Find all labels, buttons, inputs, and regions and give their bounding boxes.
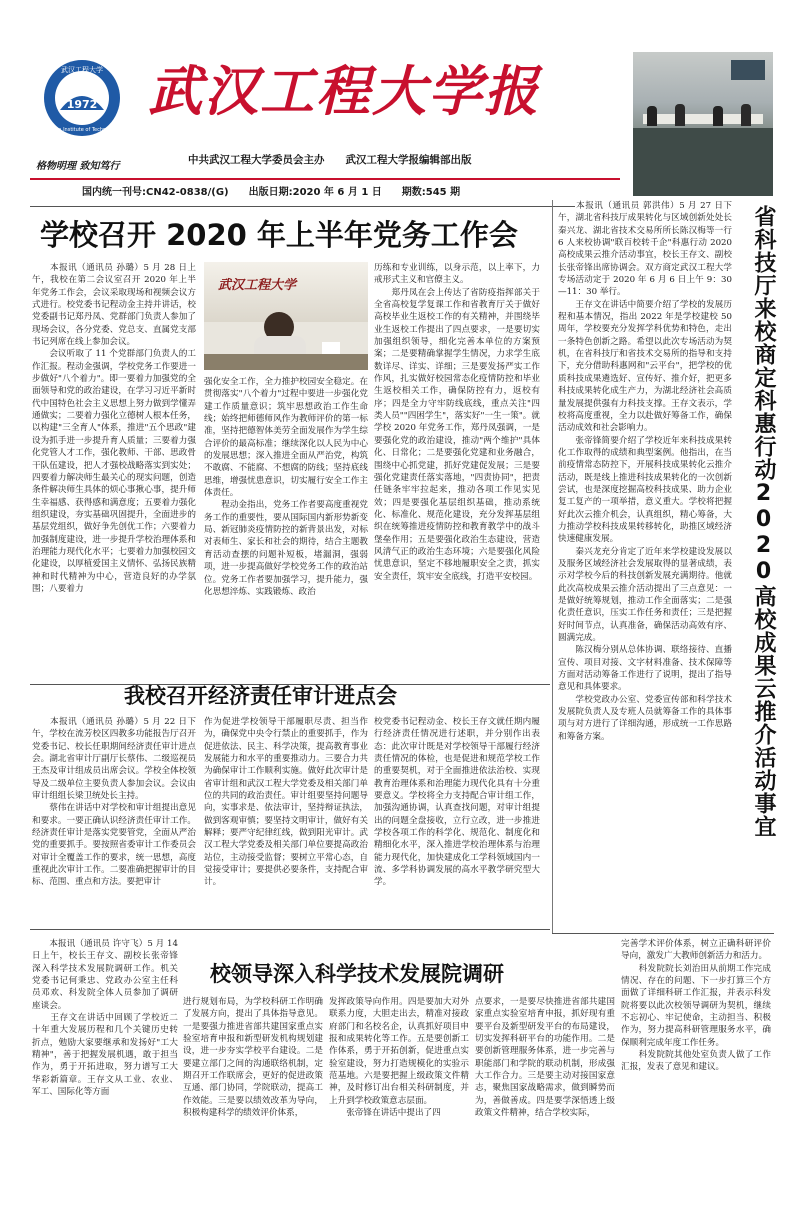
article3-col3: 发挥政策导向作用。四是要加大对外联系力度，大胆走出去，精准对接政府部门和名校名企，认真抓好项目申报和成果转化等工作。五是要创新工作体系，勇于开拓创新，促进重点实验室建设，努力打造规模化的实验示范基地。六是要把握上级政策文件精神，及时修订出台相关科研制度，并上升到学校政策意志层面。 张帝锋在讲话中提出了四 <box>329 997 469 1119</box>
masthead-divider <box>30 178 620 180</box>
article3-headline: 校领导深入科学技术发展院调研 <box>210 962 504 986</box>
sponsor-line: 中共武汉工程大学委员会主办 武汉工程大学报编辑部出版 <box>188 154 472 166</box>
meeting-room-photo <box>633 52 773 196</box>
sidebar-headline: 省科技厅来校商定科惠行动2020高校成果云推介活动事宜 <box>751 205 776 838</box>
meeting-speaker-photo: 武汉工程大学 <box>204 262 368 370</box>
sidebar-bottom-rule <box>552 933 774 934</box>
article2-col2: 作为促进学校领导干部履职尽责、担当作为，确保党中央令行禁止的重要抓手，作为促进依法、民主、科学决策，提高教育事业发展能力和水平的重要推动力。三要合力共为确保审计工作顺利实施。做好此次审计是省审计组和武汉工程大学党委及相关部门单位的共同的政治责任。审计组要坚持问题导向，实事求是、依法审计，坚持辩证执法，做到客观审慎；要坚持文明审计，做好有关解释；要严守纪律红线，做到阳光审计。武汉工程大学党委及相关部门单位要提高政治站位，主动接受监督；要树立平常心态，自觉接受审计；要提供必要条件，支持配合审计。 <box>204 717 368 888</box>
masthead-logo <box>42 58 122 138</box>
article3-col4: 点要求，一是要尽快推进省部共建国家重点实验室培育申报，抓好现有重要平台及新型研发平台的布局建设，切实发挥科研平台的功能作用。二是要创新管理服务体系，进一步完善与职能部门和学院的联动机制，形成强大工作合力。三是要主动对接国家意志，聚焦国家战略需求，做到瞬势而为，善做善成。四是要学深悟透上级政策文件精神，结合学校实际， <box>475 997 615 1119</box>
sidebar-article-text: 本报讯（通讯员 郭洪伟）5 月 27 日下午，湖北省科技厅成果转化与区域创新处处长秦兴龙、湖北省技术交易所所长陈汉梅等一行 6 人来校协调"联百校转千企"科惠行动 2020 高校成果云推介活动事宜，校长王存文、副校长张帝锋出席协调会。双方商定武汉工程大学专场活动定于 2020 年 6 月 6 日上午 9：30—11：30 举行。 王存文在讲话中简要介绍了学校的发展历程和基本情况，指出 2022 年是学校建校 50 周年，学校要充分发挥学科优势和特色，走出一条特色创新之路。希望以此次专场活动为契机，在省科技厅和省技术交易所的指导和支持下，充分借助科惠网和"云平台"，把学校的优质科技成果遴选好、宣传好、推介好，把更多科技成果转化成生产力，为湖北经济社会高质量发展提供强有力科技支撑。王存文表示，学校将高度重视，全力以赴做好筹备工作，确保活动成效和社会影响力。 张帝锋简要介绍了学校近年来科技成果转化工作取得的成绩和典型案例。他指出，在当前疫情常态防控下，开展科技成果转化云推介活动，既是线上推进科技成果转化的一次创新尝试，也是深度挖掘高校科技成果、助力企业复工复产的一项举措，意义重大。学校将把握好此次云推介机会，认真组织，精心筹备，大力推动学校科技成果转移转化，助推区域经济快速健康发展。 秦兴龙充分肯定了近年来学校建设发展以及服务区域经济社会发展取得的显著成绩，表示对学校今后的科技创新发展充满期待。他就此次高校成果云推介活动提出了三点意见：一是做好统筹规划，推动工作全面落实；二是强化责任意识，压实工作任务和责任；三是把握好时间节点，认真准备，确保活动高效有序、圆满完成。 陈汉梅分别从总体协调、联络接待、直播宣传、项目对接、文字材料准备、技术保障等方面对活动筹备工作进行了说明，提出了指导意见和具体要求。 学校党政办公室、党委宣传部和科学技术发展院负责人及专班人员就筹备工作的具体事项与对方进行了详细沟通，形成统一工作思路和筹备方案。 <box>558 201 732 742</box>
university-emblem-icon <box>42 58 122 138</box>
sidebar-divider <box>552 200 553 934</box>
svg-text:Wuhan Institute of Technology: Wuhan Institute of Technology <box>44 127 120 133</box>
header-bottom-rule <box>30 206 575 207</box>
newspaper-title: 武汉工程大学报 <box>148 59 540 123</box>
motto: 格物明理 致知笃行 <box>36 161 120 172</box>
article3-col5: 完善学术评价体系，树立正确科研评价导向，激发广大教师创新活力和活力。 科发院院长刘治田从前期工作完成情况、存在的问题、下一步打算三个方面做了详细科研工作汇报，并表示科发院将要以此次校领导调研为契机，继续不忘初心、牢记使命，主动担当、积极作为，努力提高科研管理服务水平，确保顺利完成年度工作任务。 科发院院其他处室负责人做了工作汇报，发表了意见和建议。 <box>621 939 771 1073</box>
article2-headline: 我校召开经济责任审计进点会 <box>124 684 397 708</box>
issue-info: 国内统一刊号:CN42-0838/(G) 出版日期:2020 年 6 月 1 日 期数:545 期 <box>82 187 461 198</box>
svg-text:武汉工程大学: 武汉工程大学 <box>61 66 103 74</box>
article2-col1: 本报讯（通讯员 孙璐）5 月 22 日下午，学校在流芳校区四教多功能报告厅召开党委书记、校长任职期间经济责任审计进点会。湖北省审计厅副厅长蔡伟、二级巡视员王杰及审计组成员出席会议。学校全体校领导及二级单位主要负责人参加会议。会议由审计组组长梁卫统处长主持。 蔡伟在讲话中对学校和审计组提出意见和要求。一要正确认识经济责任审计工作。经济责任审计是落实党要管党，全面从严治党的重要抓手。要按照省委审计工作委员会对审计全覆盖工作的要求，统一思想，高度重视此次审计工作。二要准确把握审计的目标、范围、重点和方法。要把审计 <box>32 717 196 888</box>
article1-col1: 本报讯（通讯员 孙璐）5 月 28 日上午，我校在第二会议室召开 2020 年上半年党务工作会，会议采取现场和视频会议方式进行。校党委书记程动金主持并讲话，校党委副书记郑丹凤、党群部门负责人参加了现场会议，各分党委、党总支、直属党支部书记列席在线上参加会议。 会议听取了 11 个党群部门负责人的工作汇报。程动金强调，学校党务工作要进一步做好"八个着力"。即一要着力加强党的全面领导和党的政治建设，在学习习近平新时代中国特色社会主义思想上努力做到学懂弄通做实；二要着力强化立德树人根本任务，以构建"三全育人"体系，推进"五个思政"建设为抓手进一步提升育人质量；三要着力强化党管人才工作，强化教师、干部、思政骨干队伍建设，把人才强校战略落实到实处；四要着力解决师生最关心的现实问题，创造条件解决师生具体的烦心事揪心事，提升师生幸福感、获得感和满意度；五要着力强化组织建设，夯实基础巩固提升，全面进步的基层党组织，做好争先创优工作；六要着力加强制度建设，进一步提升学校治理体系和治理能力现代化水平；七要着力加强校园文化建设，以厚植爱国主义情怀、弘扬民族精神和时代精神为中心，营造良好的办学氛围；八要着力 <box>32 263 196 594</box>
article2-col3: 校党委书记程动金、校长王存文就任期内履行经济责任情况进行述职，并分别作出表态：此次审计既是对学校领导干部履行经济责任情况的体检，也是促进和规范学校工作的重要契机，对于全面推进依法治校、实现教育治理体系和治理能力现代化具有十分重要意义。学校将全力支持配合审计组工作，加强沟通协调，认真查找问题，对审计组提出的问题全盘接收，立行立改，进一步推进学校各项工作的科学化、规范化、制度化和精细化水平，深入推进学校治理体系与治理能力现代化，加快建成化工学科领域国内一流、多学科协调发展的高水平教学研究型大学。 <box>374 717 540 888</box>
article1-col3: 历练和专业训练，以身示范，以上率下，力戒形式主义和官僚主义。 郑丹凤在会上传达了省防疫指挥部关于全省高校复学复课工作和省教育厅关于做好高校毕业生返校工作的有关精神，并围绕毕业生返校工作提出了四点要求，一是要切实加强组织领导，细化完善本单位的方案预案；二是要精确掌握学生情况，力求学生底数详尽、详实、详细；三是要发扬严实工作作风，扎实做好校园常态化疫情防控和毕业生返校相关工作，确保防控有力，返校有序；四是全力守牢防线底线，重点关注"四类人员""四困学生"，落实好"一生一策"。就学校 2020 年党务工作，郑丹凤强调，一是要强化党的政治建设，推动"两个维护"具体化、日常化；二是要强化党建和业务融合，围绕中心抓党建，抓好党建促发展；三是要强化党建责任落实落地，"四责协同"，把责任链条牢牢拉起来，推动各项工作见实见效；四是要强化基层组织基础，推动系统化、标准化、规范化建设，充分发挥基层组织在统筹推进疫情防控和教育教学中的战斗堡垒作用；五是要强化政治生态建设，营造风清气正的政治生态环境；六是要强化风险忧患意识，坚定不移地履职安全之责，抓实安全责任，筑牢安全底线，打造平安校园。 <box>374 263 540 582</box>
article1-headline: 学校召开 2020 年上半年党务工作会 <box>40 218 518 252</box>
article3-col2: 进行规划布局，为学校科研工作明确了发展方向，提出了具体指导意见。一是要强力推进省部共建国家重点实验室培育申报和新型研发机构规划建设，进一步夯实学校平台建设。二是要建立部门之间的沟通联络机制，定期召开工作联席会，更好的促进政策互通、部门协同，学院联动，提高工作效能。三是要以绩效改革为导向，积极构建科学的绩效评价体系， <box>183 997 323 1119</box>
article1-col2: 强化安全工作，全力推护校园安全稳定。在贯彻落实"八个着力"过程中要进一步强化党建工作质量意识；筑牢思想政治工作生命线；始终把师德师风作为教师评价的第一标准，坚持把德智体美劳全面发展作为学生综合评价的最高标准；继续深化以人民为中心的发展思想；深入推进全面从严治党，构筑不敢腐、不能腐、不想腐的防线；坚持底线思维，增强忧患意识，切实履行安全工作主体责任。 程动金指出，党务工作者要高度重视党务工作的重要性，要从国际国内新形势新变局、新冠肺炎疫情防控的新背景出发，对标对表师生、家长和社会的期待，结合主题教育活动查摆的问题补短板，堵漏洞，强弱项，进一步提高做好学校党务工作的政治站位。党务工作者要加强学习，提升能力，强化思想淬炼、实践锻炼、政治 <box>204 377 368 597</box>
article3-col1: 本报讯（通讯员 许守飞）5 月 14 日上午，校长王存文、副校长张帝锋深入科学技术发展院调研工作。机关党委书记何秉忠、党政办公室主任科员邓欢、科发院全体人员参加了调研座谈会。 王存文在讲话中回顾了学校近二十年重大发展历程和几个关键历史转折点，勉励大家要继承和发扬好"工大精神"，善于把握发展机遇，敢于担当作为，勇于开拓进取，努力谱写工大华彩新篇章。王存文从工业、农业、军工、国际化等方面 <box>32 939 178 1098</box>
svg-text:1972: 1972 <box>66 98 98 111</box>
article2-bottom-rule <box>30 929 550 930</box>
